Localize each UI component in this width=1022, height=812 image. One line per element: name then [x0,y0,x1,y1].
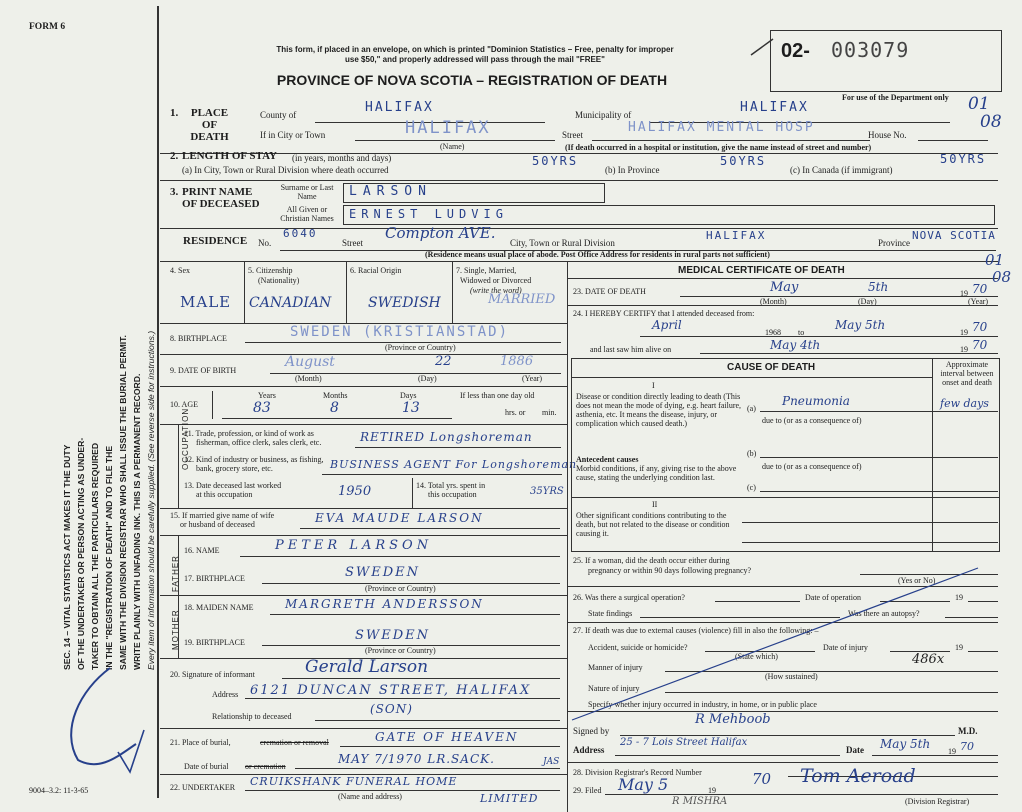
lastsaw-year: 70 [972,338,988,352]
cause-a-due-to: due to (or as a consequence of) [762,416,862,425]
how-sustained-sub: (How sustained) [765,672,818,681]
place-num: 1. [170,107,179,119]
informant-address-label: Address [212,690,239,699]
specify-label: Specify whether injury occurred in industry, in home, or in public place [588,700,817,709]
pregnancy-label2: pregnancy or within 90 days following pregnancy? [588,566,752,575]
lastworked-label2: at this occupation [196,490,253,499]
registrar-signature: Tom Aeroad [800,765,916,787]
municipality-label: Municipality of [575,110,632,120]
given-value: ERNEST LUDVIG [349,207,508,221]
burial-place-struck: cremation or removal [260,738,329,747]
residence-no-value: 6040 [283,227,318,240]
certify-label: 24. I HEREBY CERTIFY that I attended deceased from: [573,309,755,318]
lastworked-value: 1950 [338,484,372,499]
lastsaw-year-prefix: 19 [960,345,968,354]
cause-title: CAUSE OF DEATH [727,362,816,373]
informant-sig-label: 20. Signature of informant [170,670,255,679]
county-label: County of [260,110,297,120]
mother-name-value: MARGRETH ANDERSSON [285,597,484,611]
residence-street-label: Street [342,238,363,248]
surgery-label: 26. Was there a surgical operation? [573,593,685,602]
given-label: All Given or Christian Names [280,205,334,223]
less-day-label: If less than one day old [460,391,535,400]
attended-from-year: 1968 [765,328,781,337]
trade-label2: fisherman, office clerk, sales clerk, etc. [196,438,322,447]
medical-date-year-prefix: 19 [948,747,956,756]
attended-from: April [652,318,682,332]
mail-notice-2: use $50," and properly addressed will pass through the mail "FREE" [345,55,605,64]
cause-of-death-box [571,358,1000,552]
wife-label2: or husband of deceased [180,520,255,529]
sidebar-line7: Every item of information should be carefully supplied. [146,464,156,670]
attended-to-label: to [798,328,805,337]
cause-b-label: (b) [747,449,757,458]
dept-code-2: 08 [980,112,1002,132]
house-label: House No. [868,130,907,140]
signed-label: Signed by [573,726,610,736]
medical-date-value: May 5th [880,737,931,751]
industry-label2: bank, grocery store, etc. [196,464,273,473]
county-value: HALIFAX [365,100,434,115]
city-value: HALIFAX [405,118,491,138]
medical-date-label: Date [846,745,864,755]
father-birth-sub: (Province or Country) [365,584,436,593]
dob-month-sub: (Month) [295,374,322,383]
residence-province-label: Province [878,238,910,248]
occupation-side-label: OCCUPATION [181,407,190,470]
mother-birth-value: SWEDEN [355,628,431,643]
sex-label: 4. Sex [170,266,190,275]
dob-day-sub: (Day) [418,374,437,383]
father-name-label: 16. NAME [184,546,220,555]
form-number: FORM 6 [29,22,66,32]
medical-date-year: 70 [960,740,974,753]
disease-label: Disease or condition directly leading to death (This does not mean the mode of dying, e.g. heart failure, asthenia, etc. It means the disease, injury, or complication which caused death.) [576,392,742,428]
accident-label: Accident, suicide or homicide? [588,643,688,652]
municipality-value: HALIFAX [740,100,809,115]
dob-day: 22 [435,354,452,369]
cause-c-label: (c) [747,483,756,492]
birthplace-value: SWEDEN (KRISTIANSTAD) [290,324,510,340]
mail-notice-1: This form, if placed in an envelope, on which is printed "Dominion Statistics – Free, penalty for improper [276,45,674,54]
sidebar-line6: WRITE PLAINLY WITH UNFADING INK. THIS IS A PERMANENT RECORD. [132,373,142,670]
trade-label1: 11. Trade, profession, or kind of work as [184,429,314,438]
medical-title: MEDICAL CERTIFICATE OF DEATH [678,265,845,276]
state-findings-label: State findings [588,609,633,618]
reg-prefix: 02- [781,40,810,62]
reg-number: 003079 [831,38,910,62]
dob-label: 9. DATE OF BIRTH [170,366,237,375]
autopsy-label: Was there an autopsy? [848,609,920,618]
residence-city-label: City, Town or Rural Division [510,238,615,248]
dod-year: 70 [972,282,988,296]
md-label: M.D. [958,726,978,736]
cause-a-interval: few days [940,397,989,410]
dept-use-label: For use of the Department only [842,93,949,102]
undertaker-sub: (Name and address) [338,792,402,801]
relationship-label: Relationship to deceased [212,712,292,721]
stay-num: 2. [170,150,179,162]
dob-year: 1886 [500,354,534,369]
signed-value: R Mehboob [695,712,771,727]
dod-year-sub: (Year) [968,297,989,306]
trade-value: RETIRED Longshoreman [360,430,533,444]
dept-code-1: 01 [968,94,990,114]
mother-birth-sub: (Province or Country) [365,646,436,655]
stay-b-label: (b) In Province [605,165,660,175]
name-num: 3. [170,186,179,198]
citizenship-sub: (Nationality) [258,276,300,285]
father-name-value: PETER LARSON [275,538,433,553]
filed-year: 70 [752,770,772,788]
age-days: 13 [402,400,420,416]
total-label1: 14. Total yrs. spent in [416,481,486,490]
manner-label: Manner of injury [588,663,643,672]
record-number-label: 28. Division Registrar's Record Number [573,768,702,777]
marital-label1: 7. Single, Married, [456,266,517,275]
filed-label: 29. Filed [573,786,602,795]
part-ii-label: II [652,500,658,509]
father-birth-label: 17. BIRTHPLACE [184,574,245,583]
sidebar-line5: SAME WITH THE DIVISION REGISTRAR WHO SHALL ISSUE THE BURIAL PERMIT. [118,335,128,670]
mother-name-label: 18. MAIDEN NAME [184,603,254,612]
date-operation-year: 19 [955,593,963,602]
attended-to-year: 70 [972,320,988,334]
yesno-sub: (Yes or No) [898,576,936,585]
sidebar-line3: TAKER TO OBTAIN ALL THE PARTICULARS REQUIRED [90,442,100,670]
stay-c-label: (c) In Canada (if immigrant) [790,165,893,175]
sidebar-line4: IN THE "REGISTRATION OF DEATH" AND TO FILE THE [104,445,114,670]
mother-side-label: MOTHER [171,609,180,650]
sex-value: MALE [180,293,232,311]
burial-place-label: 21. Place of burial, [170,738,231,747]
relationship-value: (SON) [370,702,413,716]
marital-label3: (write the word) [470,286,522,295]
informant-address-value: 6121 DUNCAN STREET, HALIFAX [250,683,532,698]
marital-value: MARRIED [488,292,556,307]
medical-code-2: 08 [992,268,1012,286]
racial-label: 6. Racial Origin [350,266,402,275]
cause-b-due-to: due to (or as a consequence of) [762,462,862,471]
dob-year-sub: (Year) [522,374,543,383]
city-name-sub: (Name) [440,142,465,151]
undertaker-value: CRUIKSHANK FUNERAL HOME [250,775,458,788]
racial-value: SWEDISH [368,295,441,311]
total-label2: this occupation [428,490,477,499]
antecedent-label: Antecedent causes [576,455,639,464]
stay-label-sub: (in years, months and days) [292,153,392,163]
industry-label1: 12. Kind of industry or business, as fishing, [184,455,324,464]
date-injury-label: Date of injury [823,643,868,652]
lastsaw-label: and last saw him alive on [590,345,672,354]
antecedent-desc: Morbid conditions, if any, giving rise to the above cause, stating the underlying condition last. [576,464,737,482]
city-label: If in City or Town [260,130,326,140]
undertaker-value-2: LIMITED [480,792,539,805]
residence-note: (Residence means usual place of abode. Post Office Address for residents in rural parts not sufficient) [425,250,770,259]
manner-code: 486x [912,652,945,667]
burial-place-value: GATE OF HEAVEN [375,730,519,744]
cause-a-value: Pneumonia [782,394,850,408]
wife-label1: 15. If married give name of wife [170,511,275,520]
lastsaw-value: May 4th [770,338,821,352]
dod-year-prefix: 19 [960,289,968,298]
death-street-value: HALIFAX MENTAL HOSP [628,120,815,135]
age-label: 10. AGE [170,400,198,409]
stay-a-value: 50YRS [532,154,579,168]
medical-address-value: 25 - 7 Lois Street Halifax [620,737,748,748]
burial-initials: JAS [543,757,560,767]
dod-day: 5th [868,280,889,294]
hospital-note: (If death occurred in a hospital or institution, give the name instead of street and number) [565,143,872,152]
dob-month: August [285,354,335,370]
residence-label: RESIDENCE [183,235,248,247]
industry-value: BUSINESS AGENT For Longshoreman [330,458,578,471]
stay-c-value: 50YRS [940,152,987,166]
dod-month-sub: (Month) [760,297,787,306]
lastworked-label1: 13. Date deceased last worked [184,481,282,490]
other-conditions-label: Other significant conditions contributing to the death, but not related to the disease or condition causing it. [576,511,730,538]
undertaker-label: 22. UNDERTAKER [170,783,236,792]
min-label: min. [542,408,557,417]
father-side-label: FATHER [171,555,180,592]
part-i-label: I [652,381,655,390]
dod-month: May [770,280,799,295]
years-label: Years [258,391,276,400]
name-label: PRINT NAME OF DECEASED [182,186,260,210]
medical-code-1: 01 [985,251,1005,269]
handwritten-mark [40,660,150,780]
mother-birth-label: 19. BIRTHPLACE [184,638,245,647]
residence-no-label: No. [258,238,272,248]
interval-label: Approximate interval between onset and death [940,360,994,387]
street-label: Street [562,130,583,140]
months-label: Months [323,391,348,400]
diagonal-cancel-line [560,560,1000,730]
pregnancy-label1: 25. If a woman, did the death occur either during [573,556,730,565]
registrar-name: R MISHRA [672,796,728,807]
form-title: PROVINCE OF NOVA SCOTIA – REGISTRATION OF DEATH [276,72,668,88]
residence-city-value: HALIFAX [706,229,767,242]
age-months: 8 [330,400,339,416]
dod-label: 23. DATE OF DEATH [573,287,646,296]
residence-province-value: NOVA SCOTIA [912,229,996,242]
citizenship-label: 5. Citizenship [248,266,293,275]
registrar-sub: (Division Registrar) [905,797,970,806]
father-birth-value: SWEDEN [345,565,421,580]
state-which-sub: (State which) [735,652,778,661]
surname-label: Surname or Last Name [280,183,334,201]
form-code: 9004–3.2: 11-3-65 [29,786,89,795]
burial-date-value: MAY 7/1970 LR.SACK. [338,752,495,766]
attended-to: May 5th [835,318,886,332]
filed-value: May 5 [618,775,669,794]
stay-b-value: 50YRS [720,154,767,168]
hrs-label: hrs. or [505,408,526,417]
marital-label2: Widowed or Divorced [460,276,532,285]
age-years: 83 [253,400,271,416]
medical-address-label: Address [573,745,605,755]
date-injury-year: 19 [955,643,963,652]
surname-value: LARSON [349,184,432,199]
birthplace-sub: (Province or Country) [385,343,456,352]
sidebar-line1: SEC. 14 – VITAL STATISTICS ACT MAKES IT THE DUTY [62,444,72,670]
date-operation-label: Date of operation [805,593,861,602]
days-label: Days [400,391,417,400]
registration-number-box [770,30,1002,92]
wife-value: EVA MAUDE LARSON [315,511,484,525]
dod-day-sub: (Day) [858,297,877,306]
external-label: 27. If death was due to external causes (violence) fill in also the following: – [573,626,819,635]
filed-year-prefix: 19 [708,786,716,795]
total-value: 35YRS [530,486,564,497]
nature-label: Nature of injury [588,684,640,693]
birthplace-label: 8. BIRTHPLACE [170,334,227,343]
residence-street-value: Compton AVE. [385,224,496,242]
cause-a-label: (a) [747,404,756,413]
place-label: PLACE OF DEATH [190,107,229,143]
sidebar-line2: OF THE UNDERTAKER OR PERSON ACTING AS UNDER- [76,437,86,670]
citizenship-value: CANADIAN [249,295,332,311]
burial-date-label: Date of burial [184,762,229,771]
stay-a-label: (a) In City, Town or Rural Division where death occurred [182,165,389,175]
burial-date-struck: or cremation [245,762,286,771]
attended-to-year-prefix: 19 [960,328,968,337]
informant-signature: Gerald Larson [305,657,429,677]
stay-label: LENGTH OF STAY [182,150,277,162]
sidebar-line8: (See reverse side for instructions.) [146,330,156,462]
sidebar-instructions [60,130,160,670]
